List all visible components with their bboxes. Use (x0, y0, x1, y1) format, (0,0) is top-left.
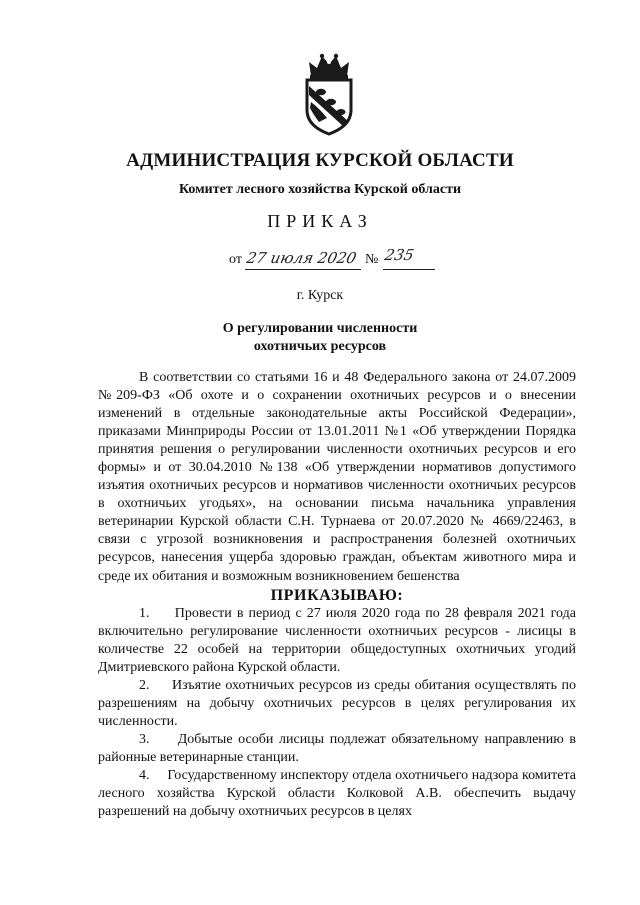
number-underline (383, 269, 435, 270)
subject-line-2: охотничьих ресурсов (253, 339, 387, 354)
document-body (98, 369, 576, 821)
date-number-line (229, 248, 444, 274)
item-number: 4. (139, 767, 150, 783)
order-item-1 (98, 605, 576, 677)
agency-title: АДМИНИСТРАЦИЯ КУРСКОЙ ОБЛАСТИ (126, 150, 514, 171)
subject-line-1: О регулировании численности (222, 321, 418, 336)
item-text: Добытые особи лисицы подлежат обязательному направлению в районные ветеринарные станции. (98, 731, 576, 765)
item-number: 2. (139, 677, 150, 693)
order-heading: ПРИКАЗЫВАЮ: (270, 586, 404, 604)
item-text: Провести в период с 27 июля 2020 года по 28 февраля 2021 года включительно регулирование численности охотничьих ресурсов - лисицы в количестве 22 особей на территории общедоступных охотничьих угодий Дмитриевского района Курской области. (98, 605, 576, 675)
kursk-coat-of-arms-icon (297, 52, 361, 136)
item-text: Изъятие охотничьих ресурсов из среды обитания осуществлять по разрешениям на добычу охотничьих ресурсов в целях регулирования их численности. (98, 677, 577, 729)
number-prefix: № (365, 252, 379, 267)
handwritten-number: 235 (383, 246, 416, 264)
order-item-3 (98, 731, 576, 767)
handwritten-date: 27 июля 2020 (245, 249, 359, 267)
order-item-4 (98, 767, 576, 821)
committee-subtitle: Комитет лесного хозяйства Курской области (178, 182, 462, 197)
order-item-2 (98, 677, 576, 731)
date-prefix: от (229, 252, 242, 267)
item-text: Государственному инспектору отдела охотничьего надзора комитета лесного хозяйства Курской области Колковой А.В. обеспечить выдачу разрешений на добычу охотничьих ресурсов в целях (98, 767, 576, 820)
document-type: ПРИКАЗ (267, 211, 373, 231)
item-number: 3. (139, 731, 150, 747)
item-number: 1. (139, 605, 150, 621)
preamble-paragraph: В соответствии со статьями 16 и 48 Федерального закона от 24.07.2009 №209-ФЗ «Об охоте и о сохранении охотничьих ресурсов и о внесении изменений в отдельные законодательные акты Российской Федерации», приказами Минприроды России от 13.01.2011 №1 «Об утверждении Порядка принятия решения о регулировании численности охотничьих ресурсов и его формы» и от 30.04.2010 №138 «Об утверждении нормативов допустимого изъятия охотничьих ресурсов и нормативов численности охотничьих ресурсов в охотничьих угодьях», на основании письма начальника управления ветеринарии Курской области С.Н. Турнаева от 20.07.2020 № 4669/22463, в связи с угрозой возникновения и распространения болезней охотничьих ресурсов, нанесения ущерба здоровью граждан, объектам животного мира и среде их обитания и возможным возникновением бешенства (98, 370, 576, 584)
subject-heading (0, 320, 640, 356)
city: г. Курск (296, 288, 344, 303)
date-underline (245, 269, 361, 270)
